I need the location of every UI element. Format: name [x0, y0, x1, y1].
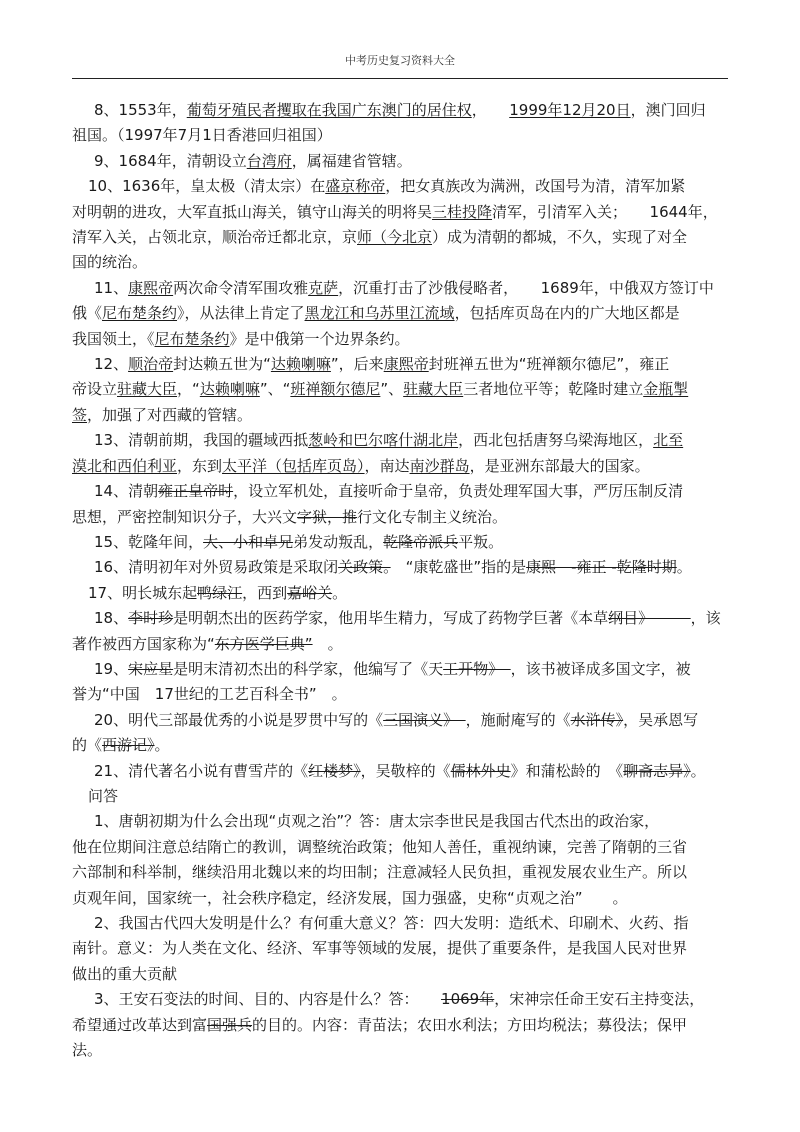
item-10-line4: 国的统治。: [72, 253, 148, 272]
item-10-line2: 对明朝的进攻，大军直抵山海关，镇守山海关的明将吴三桂投降清军，引清军入关； 1644年，: [72, 202, 718, 221]
qa-title: 问答: [88, 786, 119, 805]
header-rule: [72, 78, 728, 79]
question-2-line3: 做出的重大贡献: [72, 964, 178, 983]
item-8-line2: 祖国。（1997年7月1日香港回归祖国）: [72, 126, 332, 145]
item-8: 8、1553年，葡萄牙殖民者攫取在我国广东澳门的居住权， 1999年12月20日，澳门回归: [94, 101, 706, 119]
item-20-line2: 的《西游记》。: [72, 736, 170, 755]
item-11-line2: 俄《尼布楚条约》，从法律上肯定了黑龙江和乌苏里江流域，包括库页岛在内的广大地区都是: [72, 304, 680, 323]
question-1-line4: 贞观年间，国家统一，社会秩序稳定，经济发展，国力强盛，史称“贞观之治” 。: [72, 888, 628, 907]
item-11: 11、康熙帝两次命令清军围攻雅克萨，沉重打击了沙俄侵略者， 1689年，中俄双方签订中: [94, 278, 714, 297]
page-header: 中考历史复习资料大全: [345, 54, 455, 67]
item-17: 17、明长城东起鸭绿江，西到嘉峪关。: [88, 583, 348, 602]
item-10-line3: 清军入关，占领北京，顺治帝迁都北京，京师（今北京）成为清朝的都城，不久，实现了对全: [72, 228, 688, 247]
item-12-line2: 帝设立驻藏大臣，“达赖喇嘛”、“班禅额尔德尼”、驻藏大臣三者地位平等；乾隆时建立金瓶掣: [72, 380, 689, 399]
item-13-line2: 漠北和西伯利亚，东到太平洋（包括库页岛），南达南沙群岛，是亚洲东部最大的国家。: [72, 456, 650, 475]
item-14: 14、清朝雍正皇帝时，设立军机处，直接听命于皇帝，负责处理军国大事，严厉压制反清: [94, 482, 684, 501]
item-10: 10、1636年，皇太极（清太宗）在盛京称帝，把女真族改为满洲，改国号为清，清军加紧: [88, 177, 686, 196]
item-13: 13、清朝前期，我国的疆域西抵葱岭和巴尔喀什湖北岸，西北包括唐努乌梁海地区，北至: [94, 431, 684, 450]
item-20: 20、明代三部最优秀的小说是罗贯中写的《三国演义》 ，施耐庵写的《水浒传》，吴承恩写: [94, 710, 699, 729]
item-15: 15、乾隆年间，大、小和卓兄弟发动叛乱，乾隆帝派兵平叛。: [94, 532, 504, 551]
item-18: 18、李时珍是明朝杰出的医药学家，他用毕生精力，写成了药物学巨著《本草纲目》 ，该: [94, 609, 721, 628]
item-18-line2: 著作被西方国家称为“东方医学巨典” 。: [72, 634, 343, 653]
question-2-line2: 南针。意义：为人类在文化、经济、军事等领域的发展，提供了重要条件，是我国人民对世界: [72, 939, 688, 958]
item-16: 16、清明初年对外贸易政策是采取闭关政策。 “康乾盛世”指的是康熙 -雍正 -乾隆时期。: [94, 558, 692, 577]
document-body: [72, 98, 728, 1063]
question-1-line3: 六部制和科举制，继续沿用北魏以来的均田制；注意减轻人民负担，重视发展农业生产。所以: [72, 863, 688, 882]
question-3-line2: 希望通过改革达到富国强兵的目的。内容：青苗法；农田水利法；方田均税法；募役法；保甲: [72, 1015, 688, 1034]
item-19: 19、宋应星是明末清初杰出的科学家，他编写了《天工开物》 ，该书被译成多国文字，被: [94, 659, 691, 678]
item-14-line2: 思想，严密控制知识分子，大兴文字狱，推行文化专制主义统治。: [72, 507, 508, 526]
item-12: 12、顺治帝封达赖五世为“达赖喇嘛”，后来康熙帝封班禅五世为“班禅额尔德尼”，雍正: [94, 355, 670, 374]
question-2: 2、我国古代四大发明是什么？有何重大意义？答：四大发明：造纸术、印刷术、火药、指: [94, 914, 689, 932]
question-3: 3、王安石变法的时间、目的、内容是什么？答： 1069年，宋神宗任命王安石主持变法，: [94, 990, 705, 1009]
question-1: 1、唐朝初期为什么会出现“贞观之治”？答：唐太宗李世民是我国古代杰出的政治家，: [94, 812, 660, 831]
item-12-line3: 签，加强了对西藏的管辖。: [72, 405, 253, 424]
item-21: 21、清代著名小说有曹雪芹的《红楼梦》，吴敬梓的《儒林外史》和蒲松龄的 《聊斋志异》。: [94, 761, 706, 780]
question-3-line3: 法。: [72, 1041, 103, 1060]
question-1-line2: 他在位期间注意总结隋亡的教训，调整统治政策；他知人善任，重视纳谏，完善了隋朝的三省: [72, 837, 688, 856]
item-9: 9、1684年，清朝设立台湾府，属福建省管辖。: [94, 151, 412, 170]
item-11-line3: 我国领土，《尼布楚条约》是中俄第一个边界条约。: [72, 329, 410, 348]
item-19-line2: 誉为“中国 17世纪的工艺百科全书” 。: [72, 685, 347, 704]
